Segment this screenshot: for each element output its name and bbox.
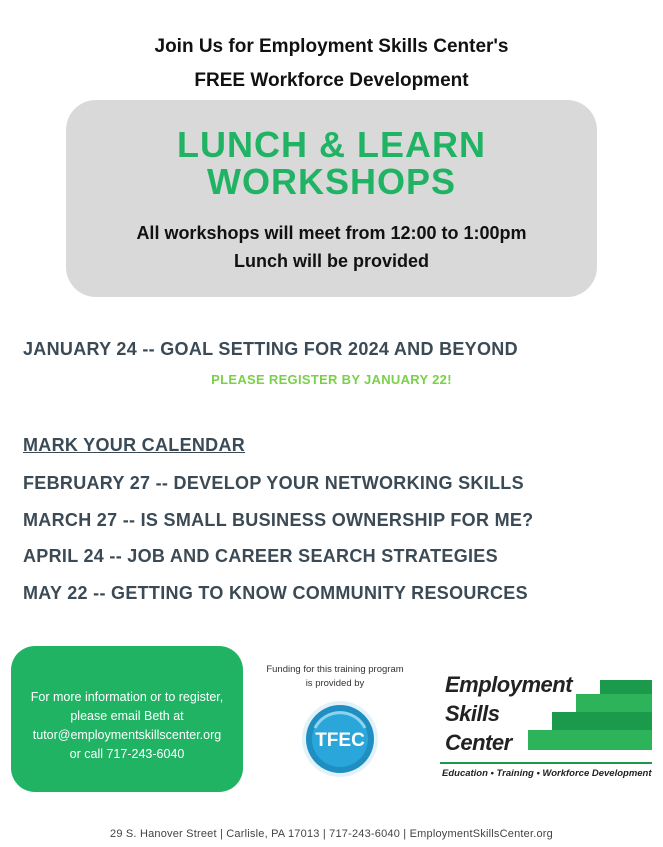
logo-word-skills: Skills bbox=[445, 701, 500, 726]
banner-title-line-2: WORKSHOPS bbox=[206, 161, 456, 202]
logo-tagline: Education • Training • Workforce Development bbox=[442, 768, 652, 779]
schedule-january: JANUARY 24 -- GOAL SETTING FOR 2024 AND BEYOND bbox=[23, 339, 518, 359]
calendar-heading: MARK YOUR CALENDAR bbox=[23, 435, 246, 455]
banner-lunch-note: Lunch will be provided bbox=[233, 251, 429, 271]
intro-line-1: Join Us for Employment Skills Center's bbox=[154, 36, 509, 57]
tfec-logo bbox=[301, 700, 379, 778]
contact-line-2: please email Beth at bbox=[70, 709, 184, 723]
schedule-may: MAY 22 -- GETTING TO KNOW COMMUNITY RESOURCES bbox=[23, 583, 528, 603]
funding-line-1: Funding for this training program bbox=[266, 664, 404, 675]
tfec-logo-text: TFEC bbox=[315, 730, 365, 751]
intro-line-2: FREE Workforce Development bbox=[194, 70, 469, 91]
employment-skills-center-logo bbox=[440, 672, 652, 784]
schedule-march: MARCH 27 -- IS SMALL BUSINESS OWNERSHIP FOR ME? bbox=[23, 510, 534, 530]
schedule-february: FEBRUARY 27 -- DEVELOP YOUR NETWORKING SKILLS bbox=[23, 473, 524, 493]
logo-word-center: Center bbox=[445, 730, 512, 755]
banner-title-line-1: LUNCH & LEARN bbox=[177, 124, 486, 165]
logo-word-employment: Employment bbox=[445, 672, 573, 697]
contact-line-1: For more information or to register, bbox=[30, 690, 224, 704]
footer-address: 29 S. Hanover Street | Carlisle, PA 17013 | 717-243-6040 | EmploymentSkillsCenter.org bbox=[110, 828, 553, 840]
funding-line-2: is provided by bbox=[305, 678, 365, 689]
contact-email[interactable]: tutor@employmentskillscenter.org bbox=[32, 728, 222, 742]
contact-phone[interactable]: or call 717-243-6040 bbox=[69, 747, 185, 761]
workshop-banner bbox=[66, 100, 597, 297]
contact-box bbox=[11, 646, 243, 792]
banner-schedule-note: All workshops will meet from 12:00 to 1:00pm bbox=[136, 223, 527, 243]
register-deadline-note: PLEASE REGISTER BY JANUARY 22! bbox=[211, 372, 452, 387]
schedule-april: APRIL 24 -- JOB AND CAREER SEARCH STRATEGIES bbox=[23, 546, 498, 566]
